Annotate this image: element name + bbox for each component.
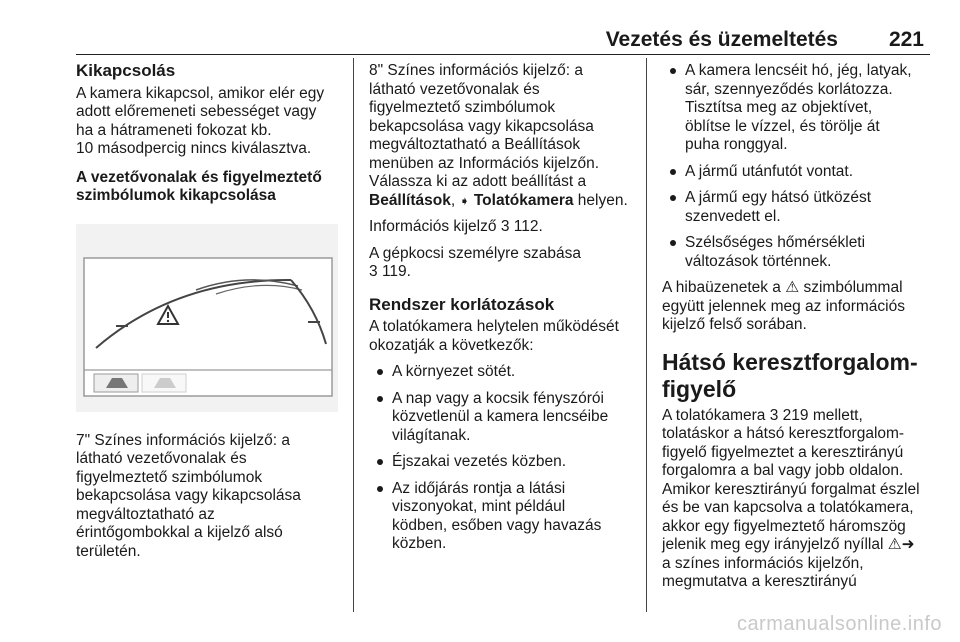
text-line: Az időjárás rontja a látási [392, 479, 566, 497]
bullet-icon [670, 195, 676, 201]
text-line: szenvedett el. [685, 207, 781, 225]
menu-term-beallitasok: Beállítások [369, 191, 451, 209]
list-item [369, 453, 641, 472]
text-line: figyelő figyelmeztet a keresztirányú [662, 443, 904, 461]
text-line [662, 536, 936, 555]
text-line: A környezet sötét. [392, 363, 516, 380]
separator: , [450, 191, 460, 209]
text-line: a színes információs kijelzőn, [662, 554, 864, 572]
text-line: Válassza ki az adott beállítást a [369, 173, 587, 190]
bullet-icon [670, 240, 676, 246]
bullet-icon [377, 459, 383, 465]
page-number: 221 [888, 28, 924, 51]
text-line: közben. [392, 535, 447, 552]
list-item [662, 62, 936, 155]
text-fragment: helyen. [573, 191, 628, 209]
watermark: carmanualsonline.info [736, 613, 942, 635]
bullet-icon [377, 396, 383, 402]
list-item [662, 163, 936, 182]
text-fragment: Információs kijelző [369, 218, 497, 235]
middle-column [369, 62, 641, 562]
text-line: területén. [76, 542, 141, 560]
heading-rear-cross-traffic [662, 349, 936, 403]
text-line: okozatják a következők: [369, 336, 534, 354]
text-line: megváltoztatható a Beállítások [369, 136, 581, 153]
heading-system-limitations: Rendszer korlátozások [369, 294, 555, 314]
caption-7-inch [76, 432, 346, 562]
text-line: közvetlenül a kamera lencséibe [392, 408, 609, 425]
text-line: A nap vagy a kocsik fényszórói [392, 389, 604, 407]
column-divider-1 [353, 58, 354, 612]
text-line: Éjszakai vezetés közben. [392, 453, 567, 470]
menu-arrow-icon: ➧ [459, 193, 470, 208]
text-line: figyelő [662, 375, 737, 402]
text-line: öblítse le vízzel, és törölje át [685, 117, 880, 135]
bullet-icon [670, 169, 676, 175]
text-line [369, 192, 641, 211]
paragraph-8-inch [369, 62, 641, 210]
warning-triangle-icon: ⚠ [785, 279, 800, 296]
text-line: menüben az Információs kijelzőn. [369, 154, 600, 172]
page-reference-icon: 3 [500, 218, 510, 235]
text-line: A kamera kikapcsol, amikor elér egy [76, 84, 325, 102]
bullet-icon [670, 68, 676, 74]
text-line: adott előremeneti sebességet vagy [76, 103, 317, 120]
text-line: A jármű utánfutót vontat. [685, 162, 854, 180]
text-line: világítanak. [392, 426, 471, 444]
text-line: látható vezetővonalak és [76, 450, 247, 467]
text-fragment: A hibaüzenetek a [662, 279, 781, 296]
heading-kikapcsolas: Kikapcsolás [76, 61, 176, 80]
reference-personalisation [369, 245, 641, 282]
list-item [662, 189, 936, 226]
text-line: puha ronggyal. [685, 136, 788, 153]
text-line: A tolatókamera helytelen működését [369, 318, 619, 335]
text-line: Amikor keresztirányú forgalmat észlel [662, 480, 920, 498]
text-line: ha a hátrameneti fokozat kb. [76, 121, 272, 139]
list-item [662, 234, 936, 271]
text-line: 7" Színes információs kijelző: a [76, 431, 290, 449]
text-line: A vezetővonalak és figyelmeztető [76, 168, 322, 186]
text-line: és be van kapcsolva a tolatókamera, [662, 499, 914, 516]
list-item [369, 363, 641, 382]
left-column [76, 62, 346, 569]
page-reference-icon: 3 [769, 406, 779, 424]
rear-cross-traffic-paragraph [662, 407, 936, 592]
page-reference[interactable]: 112. [513, 218, 543, 235]
text-line: kijelző felső sorában. [662, 316, 807, 333]
intro-paragraph [76, 85, 346, 159]
text-line: megváltoztatható az [76, 505, 215, 523]
page-header [76, 24, 930, 55]
limitations-list [369, 363, 641, 554]
menu-term-tolatokamera: Tolatókamera [473, 191, 574, 209]
text-line: megmutatva a keresztirányú [662, 573, 857, 590]
bullet-icon [377, 369, 383, 375]
reference-info-display [369, 218, 641, 237]
text-line [662, 279, 936, 298]
text-line: figyelmeztető szimbólumok [76, 468, 263, 486]
page-reference[interactable]: 219 mellett, [782, 406, 863, 424]
page-reference[interactable]: 119. [381, 263, 411, 280]
list-item [369, 480, 641, 554]
text-line: forgalomra a bal vagy jobb oldalon. [662, 462, 904, 479]
text-line: érintőgombokkal a kijelző alsó [76, 524, 283, 541]
text-line: együtt jelennek meg az információs [662, 297, 905, 315]
text-line: 10 másodpercig nincs kiválasztva. [76, 140, 312, 157]
list-item [369, 390, 641, 446]
text-line: Hátsó keresztforgalom- [662, 348, 918, 375]
section-title: Vezetés és üzemeltetés [605, 28, 838, 51]
warning-arrow-icon: ⚠➜ [887, 536, 915, 553]
error-message-paragraph [662, 279, 936, 335]
text-line: változások történnek. [685, 252, 832, 270]
text-line: viszonyokat, mint például [392, 498, 566, 515]
page-reference-icon: 3 [369, 263, 378, 280]
subheading-guidelines-off [76, 169, 346, 206]
text-line: Szélsőséges hőmérsékleti [685, 234, 866, 251]
right-column [662, 62, 936, 600]
text-line: 8" Színes információs kijelző: a [369, 62, 583, 79]
display-drawing [76, 224, 338, 412]
text-line: ködben, esőben vagy havazás [392, 516, 602, 534]
text-line [662, 407, 936, 426]
text-fragment: jelenik meg egy irányjelző nyíllal [662, 536, 884, 553]
bullet-icon [377, 486, 383, 492]
text-fragment: A tolatókamera [662, 406, 766, 424]
column-divider-2 [646, 58, 647, 612]
text-line: figyelmeztető szimbólumok [369, 99, 556, 116]
text-line: bekapcsolása vagy kikapcsolása [369, 117, 594, 135]
camera-display-illustration [76, 224, 338, 412]
text-line: akkor egy figyelmeztető háromszög [662, 517, 906, 535]
text-line: szimbólumok kikapcsolása [76, 187, 276, 204]
text-line: látható vezetővonalak és [369, 80, 540, 98]
limitations-list-continued [662, 62, 936, 271]
text-line: bekapcsolása vagy kikapcsolása [76, 487, 301, 504]
text-line: A jármű egy hátsó ütközést [685, 189, 872, 206]
text-line: tolatáskor a hátsó keresztforgalom- [662, 425, 905, 442]
text-line: sár, szennyeződés korlátozza. [685, 80, 893, 98]
limitations-intro [369, 318, 641, 355]
text-line: A kamera lencséit hó, jég, latyak, [685, 62, 912, 79]
text-line: Tisztítsa meg az objektívet, [685, 99, 873, 116]
text-fragment: szimbólummal [803, 279, 903, 296]
text-line: A gépkocsi személyre szabása [369, 244, 581, 262]
